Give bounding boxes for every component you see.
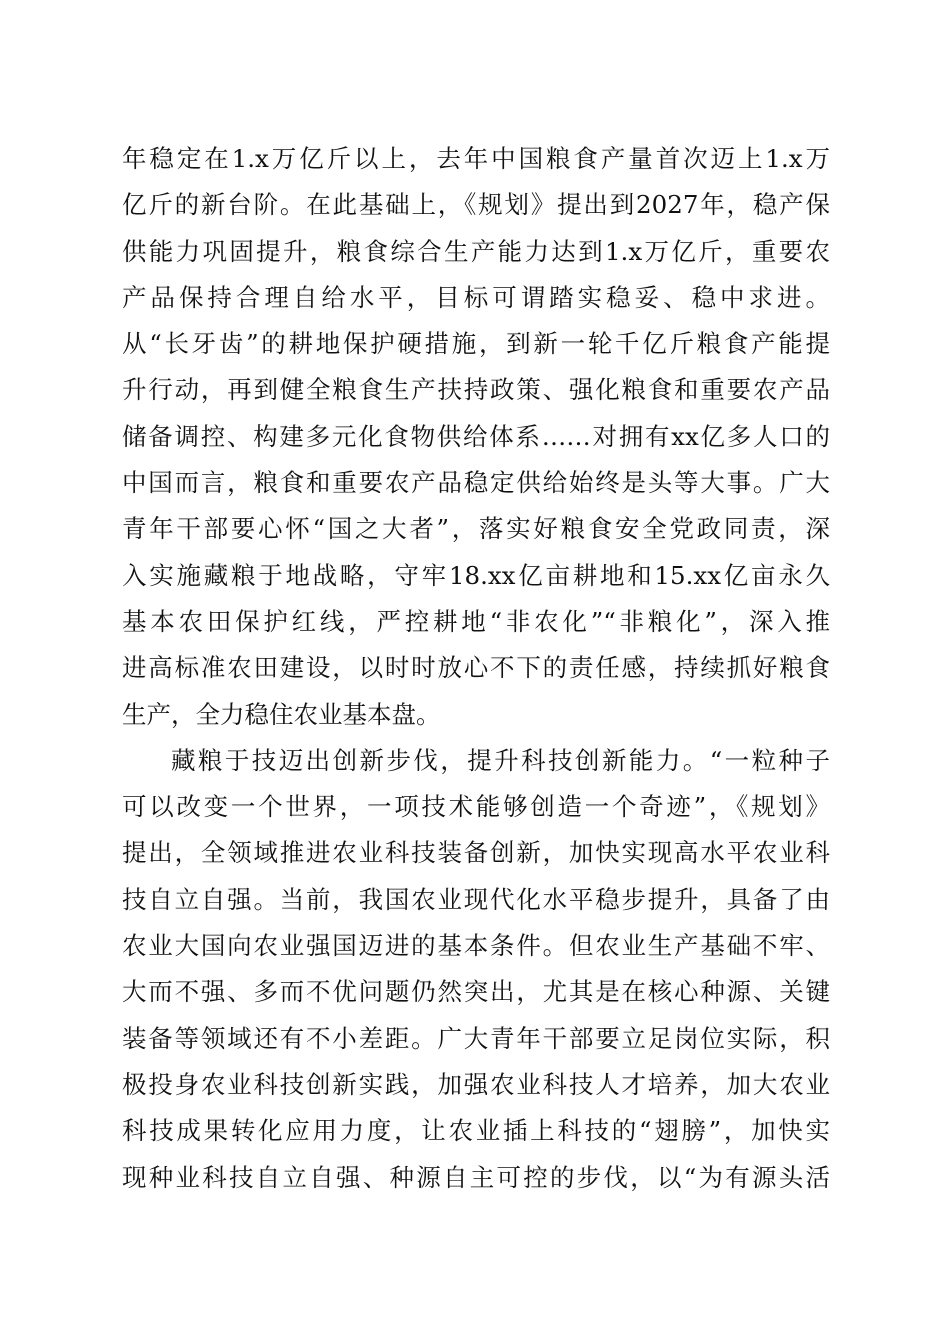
text-line: 青年干部要心怀“国之大者”，落实好粮食安全党政同责，深 [122, 514, 830, 544]
text-line: 大而不强、多而不优问题仍然突出，尤其是在核心种源、关键 [122, 977, 830, 1007]
text-line: 进高标准农田建设，以时时放心不下的责任感，持续抓好粮食 [122, 653, 830, 683]
text-line: 生产，全力稳住农业基本盘。 [122, 699, 441, 729]
text-line: 科技成果转化应用力度，让农业插上科技的“翅膀”，加快实 [122, 1116, 830, 1146]
text-line: 储备调控、构建多元化食物供给体系……对拥有xx亿多人口的 [122, 421, 830, 451]
text-line: 年稳定在1.x万亿斤以上，去年中国粮食产量首次迈上1.x万 [122, 144, 830, 173]
text-line: 现种业科技自立自强、种源自主可控的步伐，以“为有源头活 [122, 1162, 830, 1192]
text-line: 产品保持合理自给水平，目标可谓踏实稳妥、稳中求进。 [122, 282, 830, 312]
text-line: 可以改变一个世界，一项技术能够创造一个奇迹”，《规划》 [122, 792, 830, 822]
text-line: 技自立自强。当前，我国农业现代化水平稳步提升，具备了由 [122, 884, 830, 914]
text-line: 装备等领域还有不小差距。广大青年干部要立足岗位实际，积 [122, 1023, 830, 1053]
text-line: 农业大国向农业强国迈进的基本条件。但农业生产基础不牢、 [122, 931, 830, 961]
text-line: 基本农田保护红线，严控耕地“非农化”“非粮化”，深入推 [122, 606, 830, 636]
text-line: 提出，全领域推进农业科技装备创新，加快实现高水平农业科 [122, 838, 830, 868]
paragraph-technology [122, 738, 830, 1201]
body-text [122, 136, 830, 1201]
text-line: 从“长牙齿”的耕地保护硬措施，到新一轮千亿斤粮食产能提 [122, 329, 830, 359]
paragraph-grain-security [122, 136, 830, 738]
text-line: 入实施藏粮于地战略，守牢18.xx亿亩耕地和15.xx亿亩永久 [122, 560, 830, 590]
text-line: 供能力巩固提升，粮食综合生产能力达到1.x万亿斤，重要农 [122, 236, 830, 266]
text-line: 中国而言，粮食和重要农产品稳定供给始终是头等大事。广大 [122, 468, 830, 498]
text-line: 升行动，再到健全粮食生产扶持政策、强化粮食和重要农产品 [122, 375, 830, 405]
text-line: 藏粮于技迈出创新步伐，提升科技创新能力。“一粒种子 [171, 745, 830, 775]
text-line: 亿斤的新台阶。在此基础上，《规划》提出到2027年，稳产保 [122, 190, 830, 220]
text-line: 极投身农业科技创新实践，加强农业科技人才培养，加大农业 [122, 1069, 830, 1099]
